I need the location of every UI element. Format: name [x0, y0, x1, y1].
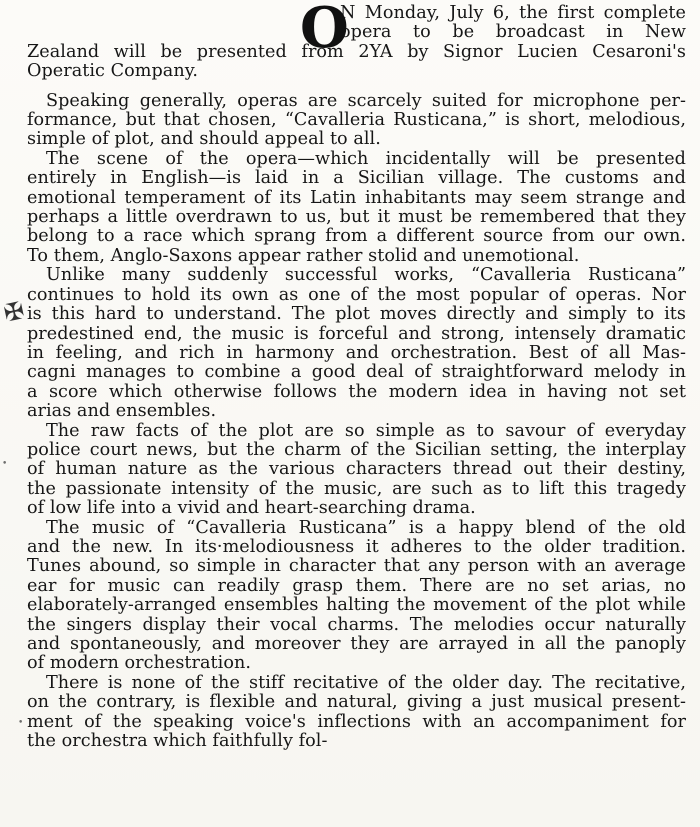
article-paragraph-7: [27, 674, 686, 752]
text-line: N Monday, July 6, the first complete: [340, 3, 686, 23]
text-line: the passionate intensity of the music, are such as to lift this tragedy: [27, 478, 686, 499]
text-line: Zealand will be presented from 2YA by Signor Lucien Cesaroni's: [27, 41, 686, 62]
text-line: the singers display their vocal charms. The melodies occur naturally: [27, 614, 686, 635]
text-line: ear for music can readily grasp them. There are no set arias, no: [27, 575, 686, 596]
text-line: perhaps a little overdrawn to us, but it must be remembered that they: [27, 207, 686, 228]
article-paragraph-1: [27, 0, 686, 82]
text-line: The raw facts of the plot are so simple as to savour of everyday: [46, 420, 686, 441]
text-line: arias and ensembles.: [27, 401, 217, 422]
text-line: elaborately-arranged ensembles halting the movement of the plot while: [27, 595, 686, 616]
article-paragraph-6: [27, 519, 686, 674]
margin-speck: •: [18, 718, 24, 728]
drop-cap: O: [300, 0, 349, 61]
article-paragraph-5: [27, 422, 686, 519]
article-paragraph-2: [27, 92, 686, 150]
text-line: To them, Anglo-Saxons appear rather stolid and unemotional.: [27, 245, 580, 266]
text-line: simple of plot, and should appeal to all.: [27, 129, 381, 150]
margin-pencil-mark: ✠: [1, 296, 27, 328]
text-line: and spontaneously, and moreover they are arrayed in all the panoply: [27, 634, 686, 654]
text-line: in feeling, and rich in harmony and orchestration. Best of all Mas-: [27, 342, 686, 363]
text-line: of low life into a vivid and heart-searching drama.: [27, 498, 476, 519]
text-line: is this hard to understand. The plot moves directly and simply to its: [27, 304, 686, 325]
text-line: ment of the speaking voice's inflections with an accompaniment for: [27, 711, 686, 732]
text-line: the orchestra which faithfully fol-: [27, 731, 328, 752]
text-line: a score which otherwise follows the modern idea in having not set: [27, 381, 686, 402]
text-line: police court news, but the charm of the Sicilian setting, the interplay: [27, 439, 686, 460]
text-line: of human nature as the various characters thread out their destiny,: [27, 459, 686, 480]
text-line: continues to hold its own as one of the most popular of operas. Nor: [27, 284, 686, 305]
text-line: and the new. In its·melodiousness it adheres to the older tradition.: [27, 536, 686, 557]
text-line: formance, but that chosen, “Cavalleria Rusticana,” is short, melodious,: [27, 110, 686, 131]
text-line: Speaking generally, operas are scarcely suited for microphone per-: [46, 90, 686, 111]
text-line: Unlike many suddenly successful works, “Cavalleria Rusticana”: [46, 265, 686, 286]
article-paragraph-3: [27, 150, 686, 266]
text-line: predestined end, the music is forceful and strong, intensely dramatic: [27, 323, 686, 344]
margin-speck: •: [2, 459, 8, 469]
text-line: Operatic Company.: [27, 61, 199, 82]
text-line: Tunes abound, so simple in character that any person with an average: [27, 556, 686, 577]
text-line: entirely in English—is laid in a Sicilian village. The customs and: [27, 168, 686, 189]
text-line: cagni manages to combine a good deal of straightforward melody in: [27, 362, 686, 383]
text-line: opera to be broadcast in New: [340, 22, 686, 43]
text-line: The music of “Cavalleria Rusticana” is a happy blend of the old: [46, 517, 686, 538]
text-line: There is none of the stiff recitative of the older day. The recitative,: [46, 672, 686, 693]
article-column: [27, 0, 686, 752]
text-line: The scene of the opera—which incidentally will be presented: [46, 148, 686, 169]
text-line: of modern orchestration.: [27, 653, 251, 674]
text-line: belong to a race which sprang from a different source from our own.: [27, 226, 686, 247]
text-line: emotional temperament of its Latin inhabitants may seem strange and: [27, 187, 686, 208]
text-line: on the contrary, is flexible and natural, giving a just musical present-: [27, 692, 686, 713]
article-paragraph-4: [27, 266, 686, 421]
